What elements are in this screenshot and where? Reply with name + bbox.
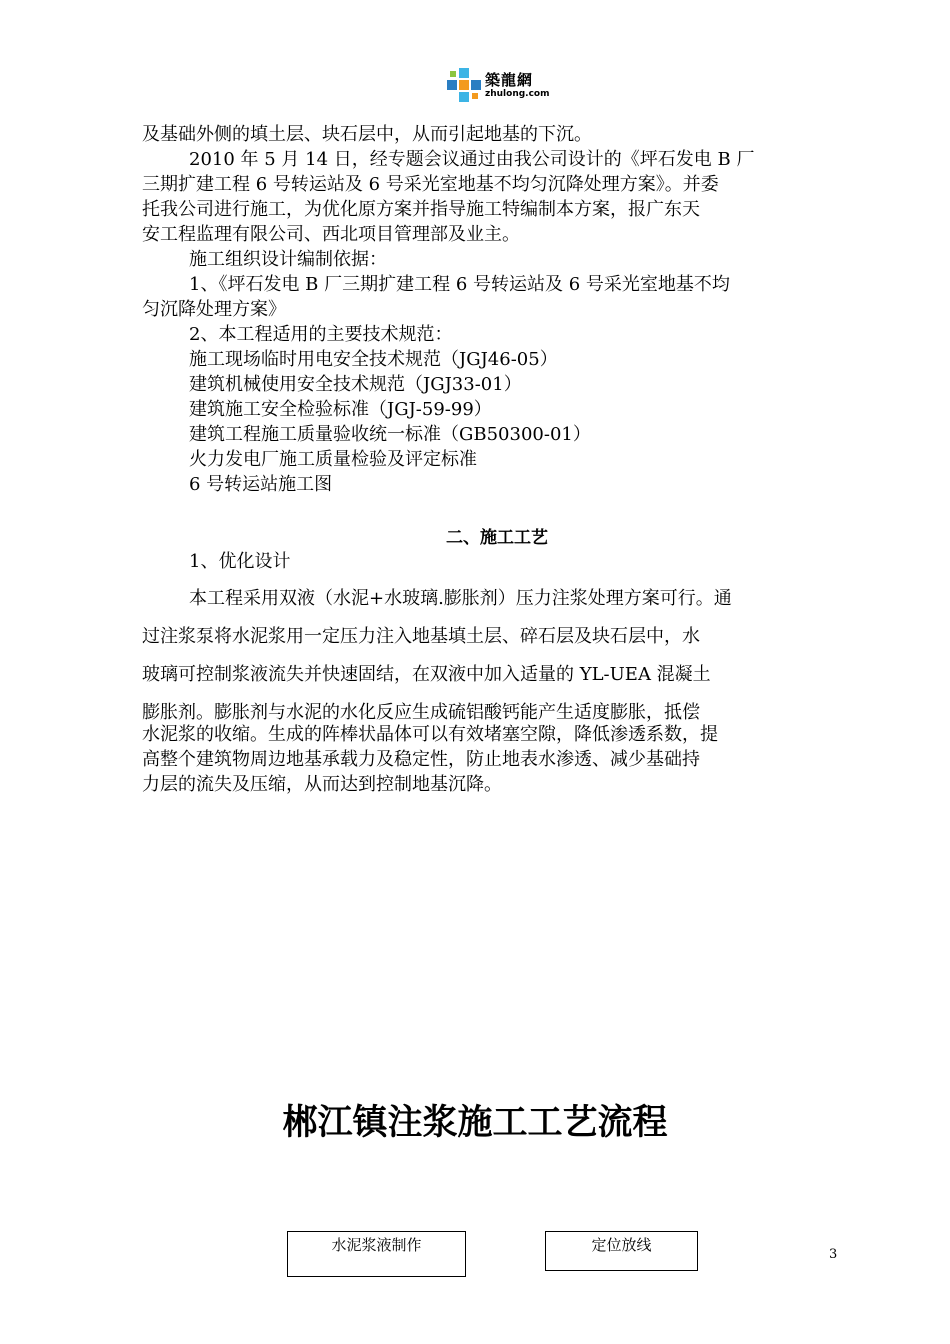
flow-title: 郴江镇注浆施工工艺流程: [282, 1103, 668, 1143]
text-line: 建筑工程施工质量验收统一标准（GB50300-01）: [189, 424, 591, 445]
flow-box-positioning: 定位放线: [545, 1231, 698, 1271]
text-line: 1、《坪石发电 B 厂三期扩建工程 6 号转运站及 6 号采光室地基不均: [189, 274, 730, 295]
text-line: 水泥浆的收缩。生成的阵棒状晶体可以有效堵塞空隙，降低渗透系数，提: [142, 724, 718, 745]
text-line: 膨胀剂。膨胀剂与水泥的水化反应生成硫铝酸钙能产生适度膨胀，抵偿: [142, 702, 700, 723]
text-line: 2、本工程适用的主要技术规范：: [189, 324, 453, 345]
text-line: 6 号转运站施工图: [189, 474, 333, 495]
text-line: 本工程采用双液（水泥+水玻璃.膨胀剂）压力注浆处理方案可行。通: [189, 588, 732, 609]
section-heading: 二、施工工艺: [446, 528, 548, 548]
text-line: 施工组织设计编制依据：: [189, 249, 387, 270]
text-line: 安工程监理有限公司、西北项目管理部及业主。: [142, 224, 520, 245]
zhulong-logo: [447, 66, 557, 104]
text-line: 及基础外侧的填土层、块石层中，从而引起地基的下沉。: [142, 124, 592, 145]
text-line: 高整个建筑物周边地基承载力及稳定性，防止地表水渗透、减少基础持: [142, 749, 700, 770]
page-number: 3: [829, 1247, 838, 1262]
text-line: 托我公司进行施工，为优化原方案并指导施工特编制本方案，报广东天: [142, 199, 700, 220]
text-line: 2010 年 5 月 14 日，经专题会议通过由我公司设计的《坪石发电 B 厂: [189, 149, 755, 170]
text-line: 建筑施工安全检验标准（JGJ-59-99）: [189, 399, 492, 420]
flow-box-slurry-preparation: 水泥浆液制作: [287, 1231, 466, 1277]
text-line: 三期扩建工程 6 号转运站及 6 号采光室地基不均匀沉降处理方案》。并委: [142, 174, 719, 195]
text-line: 力层的流失及压缩，从而达到控制地基沉降。: [142, 774, 502, 795]
text-line: 建筑机械使用安全技术规范（JGJ33-01）: [189, 374, 522, 395]
text-line: 匀沉降处理方案》: [142, 299, 286, 320]
text-line: 施工现场临时用电安全技术规范（JGJ46-05）: [189, 349, 558, 370]
text-line: 1、优化设计: [189, 551, 291, 572]
text-line: 火力发电厂施工质量检验及评定标准: [189, 449, 477, 470]
text-line: 玻璃可控制浆液流失并快速固结，在双液中加入适量的 YL-UEA 混凝土: [142, 664, 711, 685]
logo-name: 築龍網: [485, 71, 534, 89]
text-line: 过注浆泵将水泥浆用一定压力注入地基填土层、碎石层及块石层中，水: [142, 626, 700, 647]
logo-mark-icon: [447, 68, 481, 102]
logo-url: zhulong.com: [485, 89, 550, 99]
